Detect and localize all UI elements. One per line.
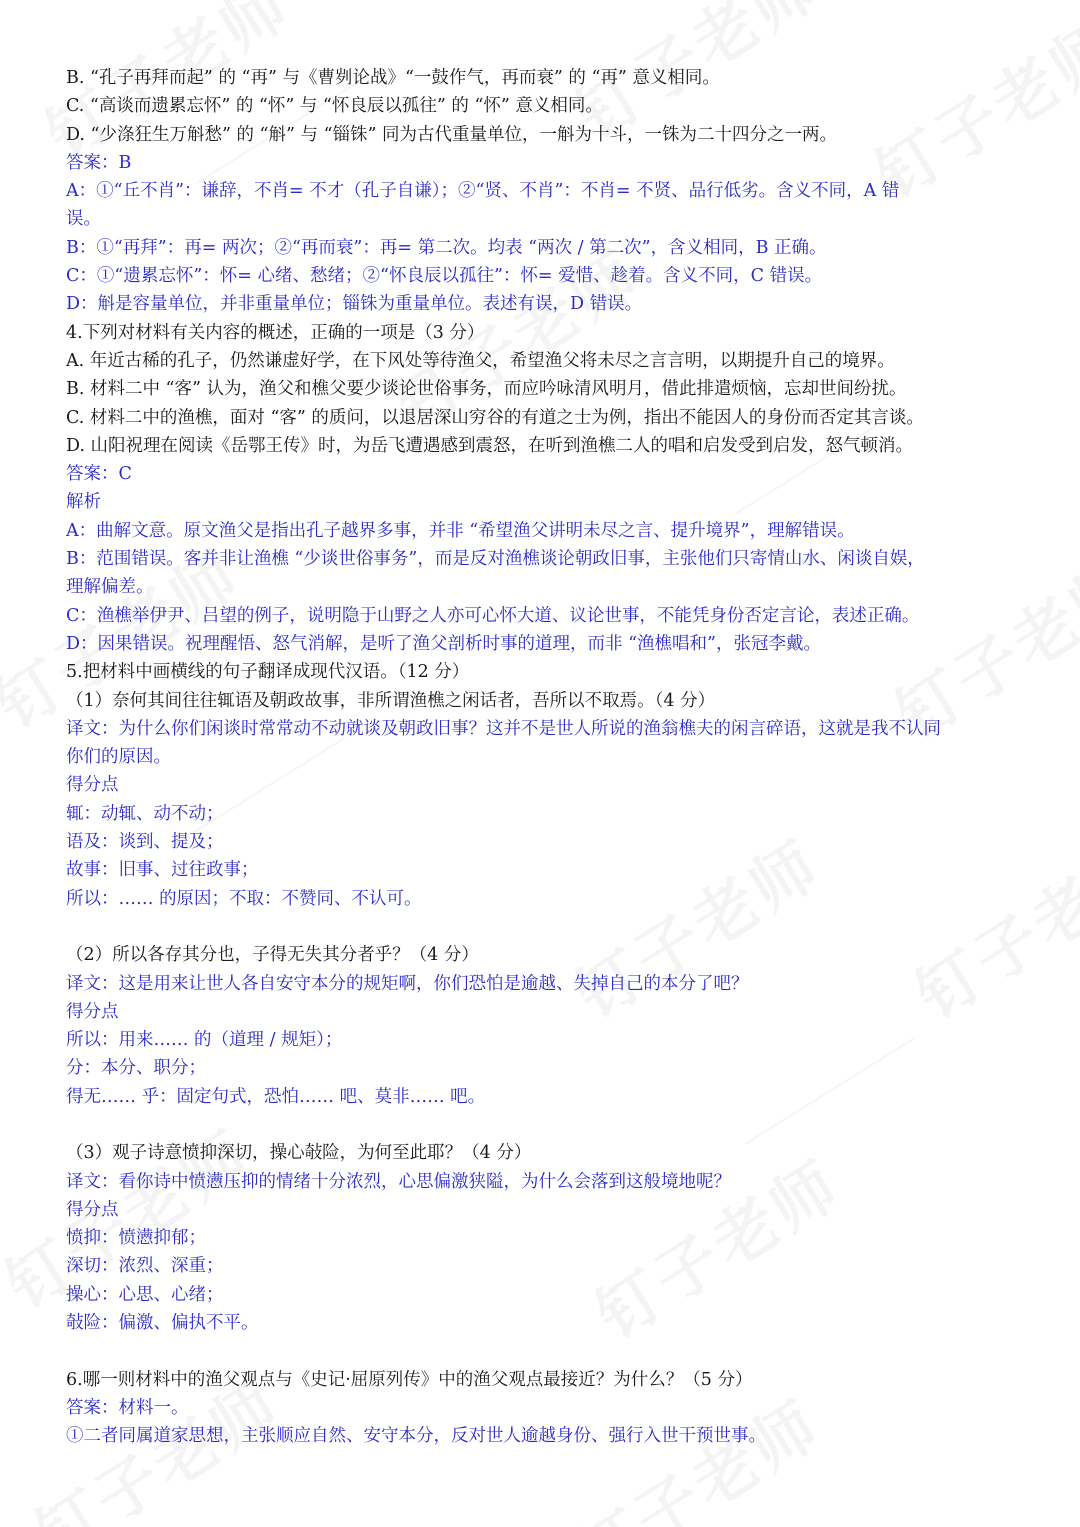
answer-line: 得分点 (66, 1199, 119, 1220)
answer-line: 得分点 (66, 1001, 119, 1022)
answer-line: C：渔樵举伊尹、吕望的例子，说明隐于山野之人亦可心怀大道、议论世事，不能凭身份否定言论，表述正确。 (66, 605, 920, 626)
answer-line: 敧险：偏激、偏执不平。 (66, 1313, 259, 1334)
answer-line: 答案：B (66, 152, 132, 173)
answer-line: 理解偏差。 (66, 577, 154, 598)
answer-line: A：①“丘不肖”：谦辞，不肖= 不才（孔子自谦）；②“贤、不肖”：不肖= 不贤、品行低劣。含义不同，A 错 (66, 181, 900, 202)
question-line: 4.下列对材料有关内容的概述，正确的一项是（3 分） (66, 322, 485, 343)
blank-line (66, 1337, 1026, 1365)
answer-line: 译文：看你诗中愤懑压抑的情绪十分浓烈，心思偏激狭隘，为什么会落到这般境地呢？ (66, 1171, 731, 1192)
answer-line: 得无…… 乎：固定句式，恐怕…… 吧、莫非…… 吧。 (66, 1086, 486, 1107)
answer-line: 解析 (66, 492, 101, 513)
question-line: D. 山阳祝理在阅读《岳鄂王传》时，为岳飞遭遇感到震怒，在听到渔樵二人的唱和启发受到启发，怒气顿消。 (66, 435, 914, 456)
answer-line: 操心：心思、心绪； (66, 1284, 224, 1305)
answer-line: 辄：动辄、动不动； (66, 803, 224, 824)
answer-line: 所以：…… 的原因；不取：不赞同、不认可。 (66, 888, 422, 909)
document-page (66, 64, 1026, 1451)
answer-line: 你们的原因。 (66, 747, 171, 768)
blank-line (66, 913, 1026, 941)
question-line: （1）奈何其间往往辄语及朝政故事，非所谓渔樵之闲话者，吾所以不取焉。（4 分） (66, 690, 716, 711)
answer-line: 误。 (66, 209, 101, 230)
answer-line: 愤抑：愤懑抑郁； (66, 1228, 206, 1249)
answer-line: D：因果错误。祝理醒悟、怒气消解，是听了渔父剖析时事的道理，而非 “渔樵唱和”，张冠李戴。 (66, 633, 821, 654)
answer-line: 答案：C (66, 464, 132, 485)
answer-line: 译文：这是用来让世人各自安守本分的规矩啊，你们恐怕是逾越、失掉自己的本分了吧？ (66, 973, 749, 994)
question-line: D. “少涤狂生万斛愁” 的 “斛” 与 “锱铢” 同为古代重量单位，一斛为十斗，一铢为二十四分之一两。 (66, 124, 838, 145)
answer-line: C：①“遗累忘怀”：怀= 心绪、愁绪；②“怀良辰以孤往”：怀= 爱惜、趁着。含义不同，C 错误。 (66, 266, 823, 287)
answer-line: 分：本分、职分； (66, 1058, 206, 1079)
answer-line: 得分点 (66, 775, 119, 796)
answer-line: 答案：材料一。 (66, 1397, 189, 1418)
answer-line: 故事：旧事、过往政事； (66, 860, 259, 881)
question-line: C. 材料二中的渔樵，面对 “客” 的质问，以退居深山穷谷的有道之士为例，指出不能因人的身份而否定其言谈。 (66, 407, 924, 428)
blank-line (66, 1111, 1026, 1139)
question-line: （2）所以各存其分也，子得无失其分者乎？（4 分） (66, 945, 479, 966)
question-line: B. “孔子再拜而起” 的 “再” 与《曹刿论战》“一鼓作气，再而衰” 的 “再” 意义相同。 (66, 68, 720, 88)
question-line: （3）观子诗意愤抑深切，操心敧险，为何至此耶？（4 分） (66, 1143, 532, 1164)
answer-line: 译文：为什么你们闲谈时常常动不动就谈及朝政旧事？这并不是世人所说的渔翁樵夫的闲言碎语，这就是我不认同 (66, 718, 941, 739)
answer-line: 所以：用来…… 的（道理 / 规矩）； (66, 1030, 343, 1051)
question-line: A. 年近古稀的孔子，仍然谦虚好学，在下风处等待渔父，希望渔父将未尽之言言明，以期提升自己的境界。 (66, 350, 895, 371)
answer-line: 语及：谈到、提及； (66, 832, 224, 853)
answer-line: B：①“再拜”：再= 两次；②“再而衰”：再= 第二次。均表 “两次 / 第二次”，含义相同，B 正确。 (66, 237, 827, 258)
answer-line: A：曲解文意。原文渔父是指出孔子越界多事，并非 “希望渔父讲明未尽之言、提升境界”，理解错误。 (66, 520, 855, 541)
answer-line: 深切：浓烈、深重； (66, 1256, 224, 1277)
question-line: 5.把材料中画横线的句子翻译成现代汉语。（12 分） (66, 662, 470, 683)
question-line: 6.哪一则材料中的渔父观点与《史记·屈原列传》中的渔父观点最接近？为什么？（5 分） (66, 1369, 753, 1390)
answer-line: B：范围错误。客并非让渔樵 “少谈世俗事务”，而是反对渔樵谈论朝政旧事，主张他们只寄情山水、闲谈自娱， (66, 549, 925, 570)
question-line: C. “高谈而遗累忘怀” 的 “怀” 与 “怀良辰以孤往” 的 “怀” 意义相同。 (66, 96, 603, 117)
question-line: B. 材料二中 “客” 认为，渔父和樵父要少谈论世俗事务，而应吟咏清风明月，借此排遣烦恼，忘却世间纷扰。 (66, 379, 907, 400)
answer-line: ①二者同属道家思想，主张顺应自然、安守本分，反对世人逾越身份、强行入世干预世事。 (66, 1426, 766, 1447)
answer-line: D：斛是容量单位，并非重量单位；锱铢为重量单位。表述有误，D 错误。 (66, 294, 643, 315)
